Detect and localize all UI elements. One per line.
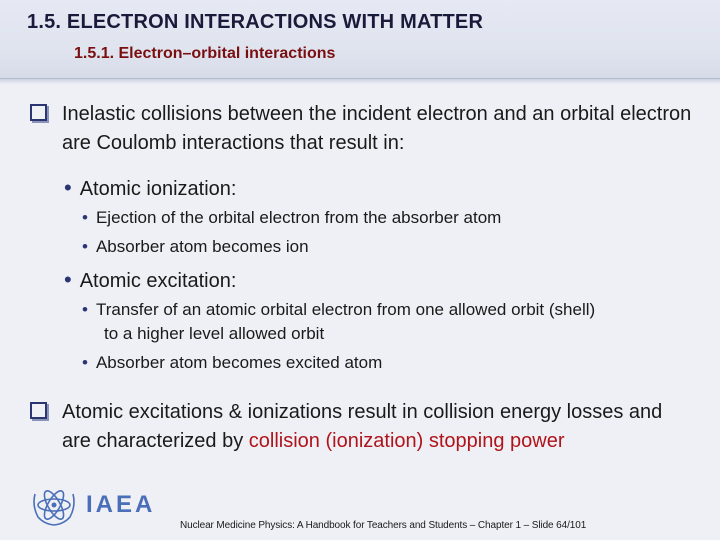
slide-title: 1.5. ELECTRON INTERACTIONS WITH MATTER xyxy=(27,11,484,33)
excitation-item-text: Absorber atom becomes excited atom xyxy=(95,353,383,372)
ionization-heading: Atomic ionization: xyxy=(79,178,237,200)
excitation-item xyxy=(82,351,702,375)
main-bullet-1-text: Inelastic collisions between the incident electron and an orbital electron are Coulomb interactions that result in: xyxy=(62,103,692,154)
excitation-item-text: Transfer of an atomic orbital electron from one allowed orbit (shell) xyxy=(95,300,596,319)
excitation-item xyxy=(82,298,702,346)
main-bullet-2-text xyxy=(62,398,692,456)
header-divider xyxy=(0,78,720,84)
ionization-item xyxy=(82,206,702,230)
bullet-dot-icon: • xyxy=(82,300,88,319)
iaea-atom-logo-icon xyxy=(30,484,78,528)
sub-bullet-excitation xyxy=(64,267,236,293)
bullet-dot-icon: • xyxy=(82,353,88,372)
excitation-heading: Atomic excitation: xyxy=(79,270,237,292)
bullet-dot-icon: • xyxy=(82,208,88,227)
bullet-dot-icon: • xyxy=(82,237,88,256)
main-bullet-2-plain: Atomic excitations & ionizations result in collision energy losses and are characterized by xyxy=(62,401,663,452)
checkbox-bullet-icon xyxy=(30,402,47,419)
iaea-logo-text: IAEA xyxy=(86,491,156,518)
slide-subtitle: 1.5.1. Electron–orbital interactions xyxy=(74,45,336,62)
ionization-item-text: Absorber atom becomes ion xyxy=(95,237,309,256)
sub-bullet-ionization xyxy=(64,175,236,201)
ionization-item-text: Ejection of the orbital electron from the absorber atom xyxy=(95,208,502,227)
main-bullet-2-highlight: collision (ionization) stopping power xyxy=(248,430,565,452)
ionization-item xyxy=(82,235,702,259)
bullet-dot-icon: • xyxy=(64,267,72,292)
bullet-dot-icon: • xyxy=(64,175,72,200)
checkbox-bullet-icon xyxy=(30,104,47,121)
excitation-item-text-continued: to a higher level allowed orbit xyxy=(104,324,325,343)
slide-header xyxy=(0,0,720,79)
slide-footer: Nuclear Medicine Physics: A Handbook for Teachers and Students – Chapter 1 – Slide 64/101 xyxy=(180,520,587,531)
